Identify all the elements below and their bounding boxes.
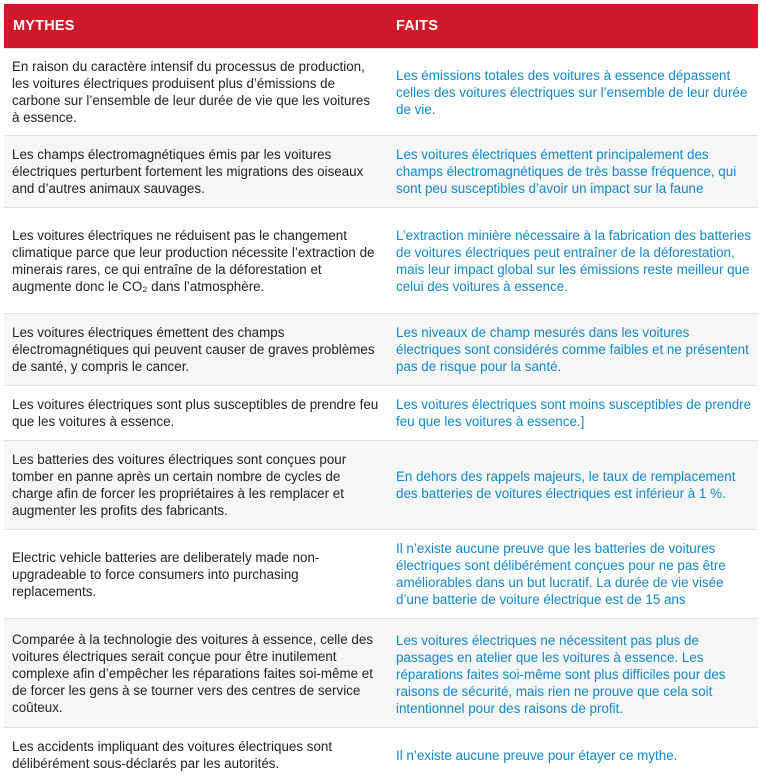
fact-cell: Les voitures électriques ne nécessitent pas plus de passages en atelier que les voitures à essence. Les réparations faites soi-même sont plus difficiles pour des raisons de sécurité, mais rien ne prouve que cela soit intentionnel pour des raisons de profit. [390,619,758,728]
fact-cell: Les émissions totales des voitures à essence dépassent celles des voitures électriques sur l’ensemble de leur durée de vie. [390,49,758,136]
fact-cell: En dehors des rappels majeurs, le taux de remplacement des batteries de voitures électriques est inférieur à 1 %. [390,441,758,530]
fact-cell: L’extraction minière nécessaire à la fabrication des batteries de voitures électriques peut entraîner de la déforestation, mais leur impact global sur les émissions reste meilleur que celui des voitures à essence. [390,208,758,314]
myth-cell: Les batteries des voitures électriques sont conçues pour tomber en panne après un certain nombre de cycles de charge afin de forcer les propriétaires à les remplacer et augmenter les profits des fabricants. [4,441,390,530]
table-header-row [4,4,758,49]
myth-cell: Comparée à la technologie des voitures à essence, celle des voitures électriques serait conçue pour être inutilement complexe afin d’empêcher les réparations faites soi-même et de forcer les gens à se tourner vers des centres de service coûteux. [4,619,390,728]
table-row [4,208,758,314]
myth-cell: Les voitures électriques ne réduisent pas le changement climatique parce que leur production nécessite l’extraction de minerais rares, ce qui entraîne de la déforestation et augmente donc le CO₂ dans l’atmosphère. [4,208,390,314]
myth-cell: En raison du caractère intensif du processus de production, les voitures électriques produisent plus d’émissions de carbone sur l’ensemble de leur durée de vie que les voitures à essence. [4,49,390,136]
fact-cell: Les voitures électriques sont moins susceptibles de prendre feu que les voitures à essence.] [390,386,758,441]
myths-facts-table-container [4,4,758,782]
myths-facts-table [4,4,758,782]
table-row [4,441,758,530]
fact-cell: Il n’existe aucune preuve pour étayer ce mythe. [390,728,758,782]
table-row [4,530,758,619]
myth-cell: Les champs électromagnétiques émis par les voitures électriques perturbent fortement les migrations des oiseaux and d’autres animaux sauvages. [4,136,390,208]
table-row [4,386,758,441]
fact-cell: Les voitures électriques émettent principalement des champs électromagnétiques de très basse fréquence, qui sont peu susceptibles d’avoir un impact sur la faune [390,136,758,208]
myth-cell: Electric vehicle batteries are deliberately made non-upgradeable to force consumers into purchasing replacements. [4,530,390,619]
facts-column-header: FAITS [390,4,758,49]
table-row [4,136,758,208]
myth-cell: Les accidents impliquant des voitures électriques sont délibérément sous-déclarés par les autorités. [4,728,390,782]
myths-column-header: MYTHES [4,4,390,49]
myth-cell: Les voitures électriques sont plus susceptibles de prendre feu que les voitures à essence. [4,386,390,441]
table-row [4,619,758,728]
table-row [4,728,758,782]
table-row [4,314,758,386]
fact-cell: Les niveaux de champ mesurés dans les voitures électriques sont considérés comme faibles et ne présentent pas de risque pour la santé. [390,314,758,386]
myth-cell: Les voitures électriques émettent des champs électromagnétiques qui peuvent causer de graves problèmes de santé, y compris le cancer. [4,314,390,386]
fact-cell: Il n’existe aucune preuve que les batteries de voitures électriques sont délibérément conçues pour ne pas être améliorables dans un but lucratif. La durée de vie visée d’une batterie de voiture électrique est de 15 ans [390,530,758,619]
table-row [4,49,758,136]
